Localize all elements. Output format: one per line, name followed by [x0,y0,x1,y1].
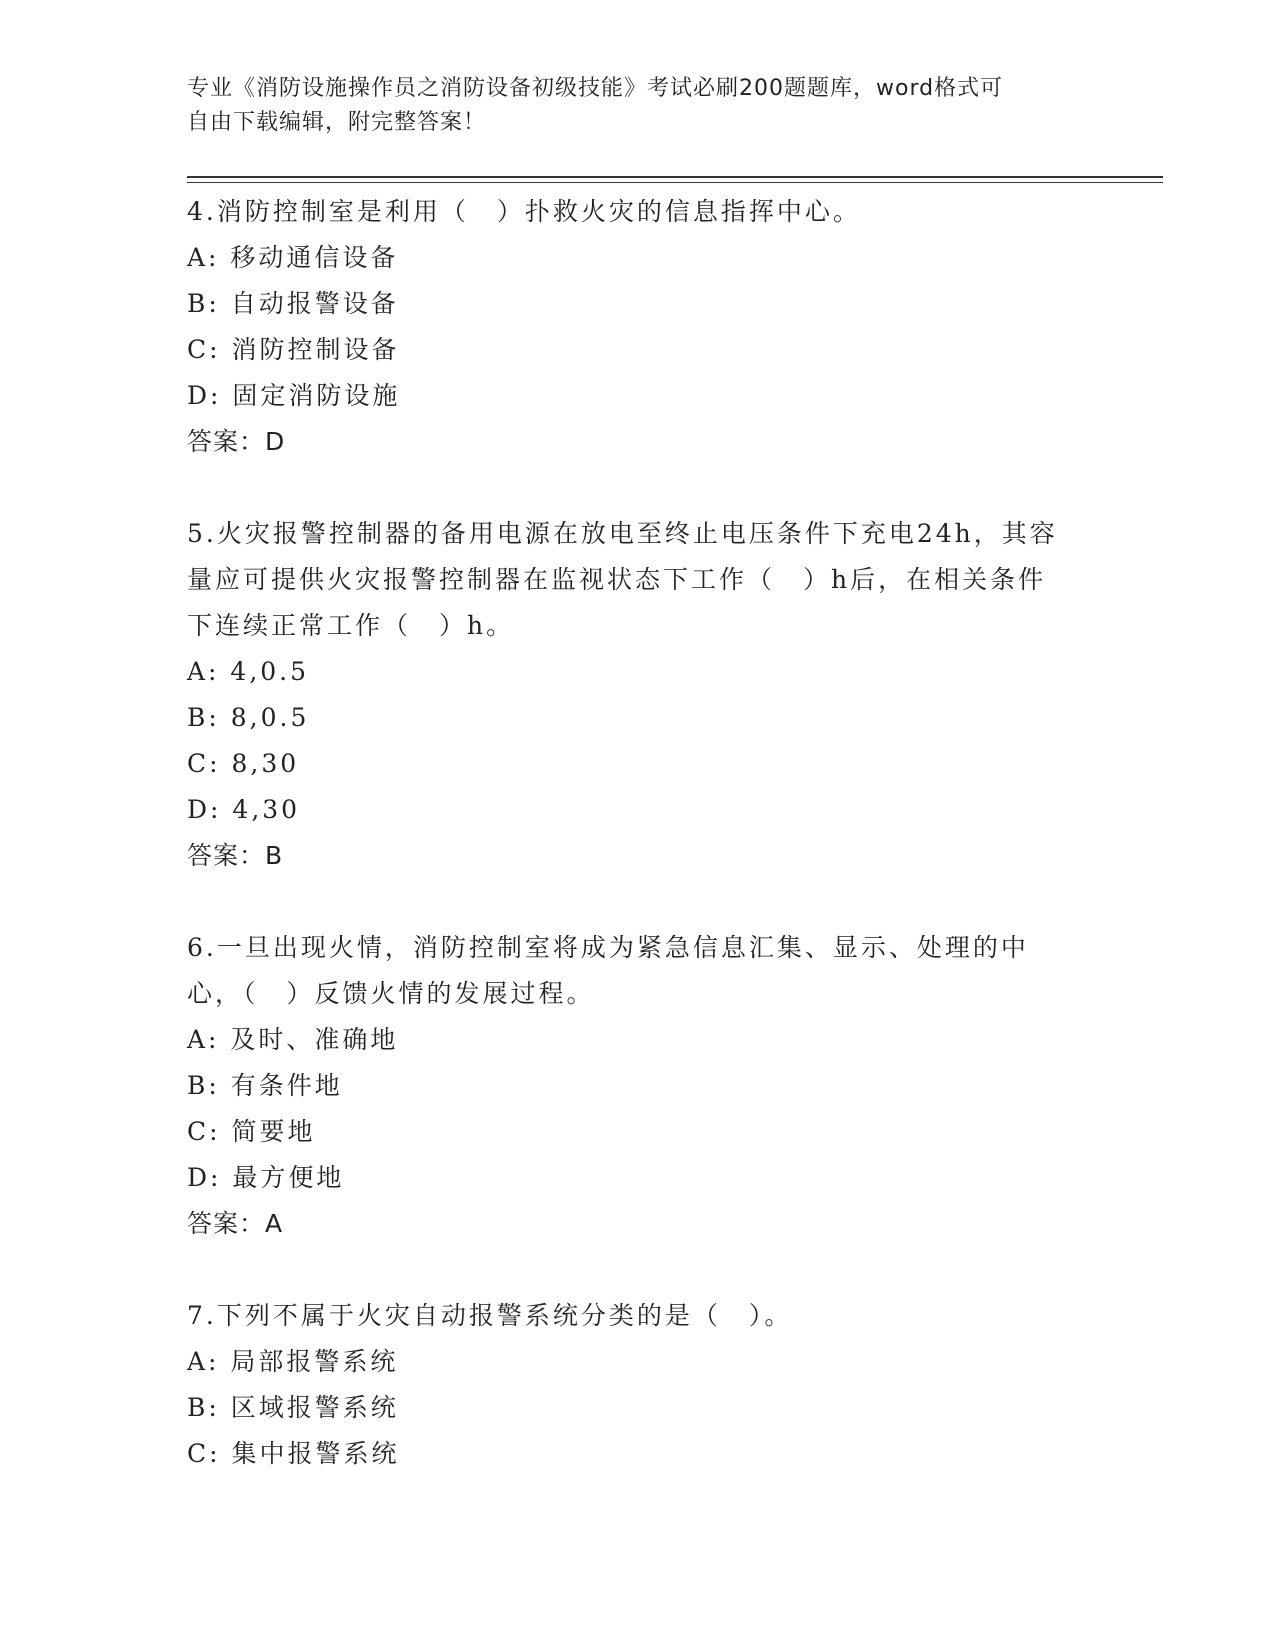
header-line-1: 专业《消防设施操作员之消防设备初级技能》考试必刷200题题库，word格式可 [187,76,1004,101]
option-a: A: 局部报警系统 [187,1347,399,1376]
header-divider-thick [187,176,1163,178]
option-b: B: 8,0.5 [187,703,310,732]
question-block [187,925,1087,1247]
question-block [187,1293,1087,1477]
question-stem-line: 4.消防控制室是利用（ ）扑救火灾的信息指挥中心。 [187,197,861,226]
answer-line: 答案：B [187,841,284,870]
option-d: D: 固定消防设施 [187,381,401,410]
question-stem-line: 6.一旦出现火情，消防控制室将成为紧急信息汇集、显示、处理的中 [187,933,1029,962]
question-stem-line: 7.下列不属于火灾自动报警系统分类的是（ ）。 [187,1301,793,1330]
option-c: C: 简要地 [187,1117,316,1146]
option-c: C: 8,30 [187,749,300,778]
question-block [187,189,1087,465]
option-a: A: 移动通信设备 [187,243,399,272]
question-stem-line: 量应可提供火灾报警控制器在监视状态下工作（ ）h后，在相关条件 [187,565,1047,594]
question-block [187,511,1087,879]
option-a: A: 及时、准确地 [187,1025,399,1054]
option-d: D: 最方便地 [187,1163,345,1192]
question-stem-line: 心，（ ）反馈火情的发展过程。 [187,979,595,1008]
document-header [187,72,1067,140]
header-line-2: 自由下载编辑，附完整答案！ [187,110,487,135]
option-b: B: 自动报警设备 [187,289,399,318]
option-a: A: 4,0.5 [187,657,310,686]
question-stem-line: 下连续正常工作（ ）h。 [187,611,515,640]
option-c: C: 消防控制设备 [187,335,400,364]
option-c: C: 集中报警系统 [187,1439,400,1468]
option-b: B: 区域报警系统 [187,1393,399,1422]
answer-line: 答案：D [187,427,286,456]
question-stem-line: 5.火灾报警控制器的备用电源在放电至终止电压条件下充电24h，其容 [187,519,1058,548]
question-list [187,189,1087,1523]
option-d: D: 4,30 [187,795,301,824]
answer-line: 答案：A [187,1209,284,1238]
option-b: B: 有条件地 [187,1071,343,1100]
header-divider-thin [187,182,1163,183]
